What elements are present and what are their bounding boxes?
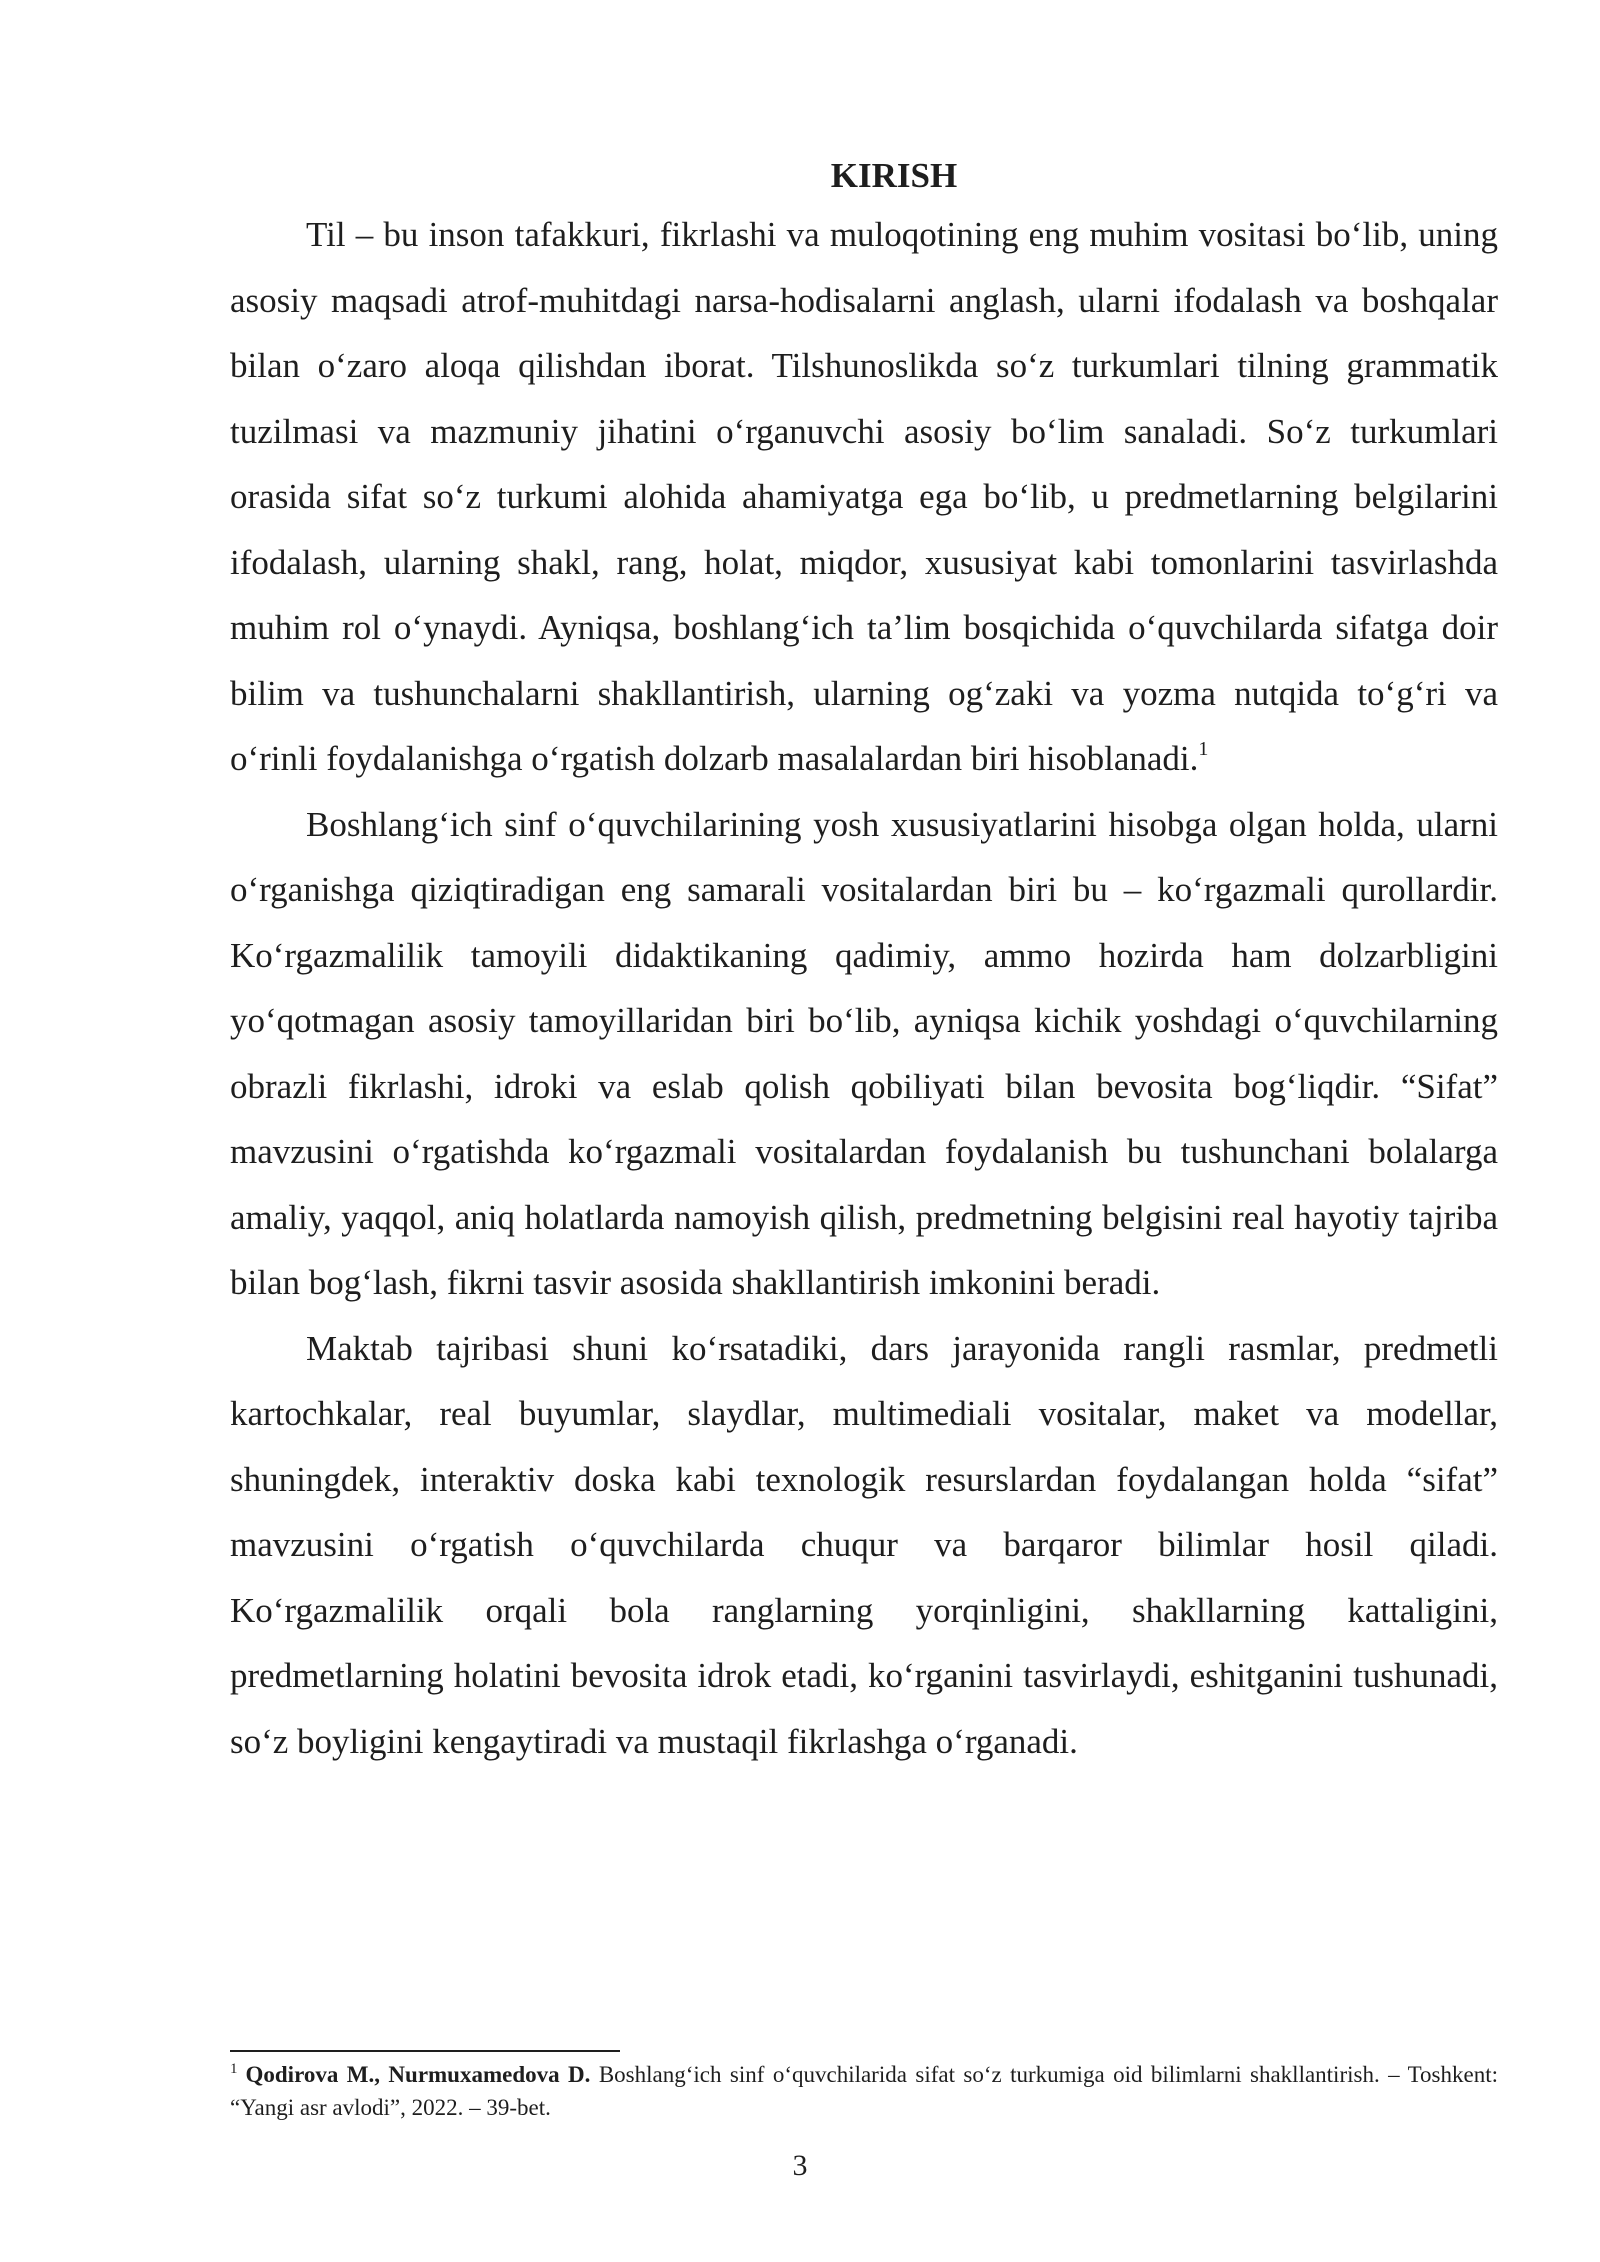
section-heading: KIRISH <box>830 156 958 195</box>
page-number: 3 <box>792 2149 808 2182</box>
paragraph-2 <box>230 792 1498 1316</box>
main-content <box>230 150 1498 1774</box>
footnote-text: Boshlang‘ich sinf o‘quvchilarida sifat so‘z turkumiga oid bilimlarni shakllantirish. – Toshkent: “Yangi asr avlodi”, 2022. – 39-bet. <box>230 2062 1499 2120</box>
footnote-separator <box>230 2050 620 2052</box>
paragraph-3 <box>230 1316 1498 1775</box>
footnote-marker: 1 <box>230 2061 238 2078</box>
footnote-authors: Qodirova M., Nurmuxamedova D. <box>245 2062 591 2087</box>
paragraph-2-text: Boshlang‘ich sinf o‘quvchilarining yosh xususiyatlarini hisobga olgan holda, ularni o‘rganishga qiziqtiradigan eng samarali vositalardan biri bu – ko‘rgazmali qurollardir. Ko‘rgazmalilik tamoyili didaktikaning qadimiy, ammo hozirda ham dolzarbligini yo‘qotmagan asosiy tamoyillaridan biri bo‘lib, ayniqsa kichik yoshdagi o‘quvchilarning obrazli fikrlashi, idroki va eslab qolish qobiliyati bilan bevosita bog‘liqdir. “Sifat” mavzusini o‘rgatishda ko‘rgazmali vositalardan foydalanish bu tushunchani bolalarga amaliy, yaqqol, aniq holatlarda namoyish qilish, predmetning belgisini real hayotiy tajriba bilan bog‘lash, fikrni tasvir asosida shakllantirish imkonini beradi. <box>230 804 1498 1302</box>
paragraph-3-text: Maktab tajribasi shuni ko‘rsatadiki, dars jarayonida rangli rasmlar, predmetli kartochkalar, real buyumlar, slaydlar, multimediali vositalar, maket va modellar, shuningdek, interaktiv doska kabi texnologik resurslardan foydalangan holda “sifat” mavzusini o‘rgatish o‘quvchilarda chuqur va barqaror bilimlar hosil qiladi. Ko‘rgazmalilik orqali bola ranglarning yorqinligini, shakllarning kattaligini, predmetlarning holatini bevosita idrok etadi, ko‘rganini tasvirlaydi, eshitganini tushunadi, so‘z boyligini kengaytiradi va mustaqil fikrlashga o‘rganadi. <box>230 1328 1498 1761</box>
footnote-reference[interactable]: 1 <box>1198 738 1209 761</box>
footnote <box>230 2058 1498 2124</box>
paragraph-1 <box>230 202 1498 792</box>
paragraph-1-text: Til – bu inson tafakkuri, fikrlashi va muloqotining eng muhim vositasi bo‘lib, uning asosiy maqsadi atrof-muhitdagi narsa-hodisalarni anglash, ularni ifodalash va boshqalar bilan o‘zaro aloqa qilishdan iborat. Tilshunoslikda so‘z turkumlari tilning grammatik tuzilmasi va mazmuniy jihatini o‘rganuvchi asosiy bo‘lim sanaladi. So‘z turkumlari orasida sifat so‘z turkumi alohida ahamiyatga ega bo‘lib, u predmetlarning belgilarini ifodalash, ularning shakl, rang, holat, miqdor, xususiyat kabi tomonlarini tasvirlashda muhim rol o‘ynaydi. Ayniqsa, boshlang‘ich ta’lim bosqichida o‘quvchilarda sifatga doir bilim va tushunchalarni shakllantirish, ularning og‘zaki va yozma nutqida to‘g‘ri va o‘rinli foydalanishga o‘rgatish dolzarb masalalardan biri hisoblanadi. <box>230 215 1498 778</box>
